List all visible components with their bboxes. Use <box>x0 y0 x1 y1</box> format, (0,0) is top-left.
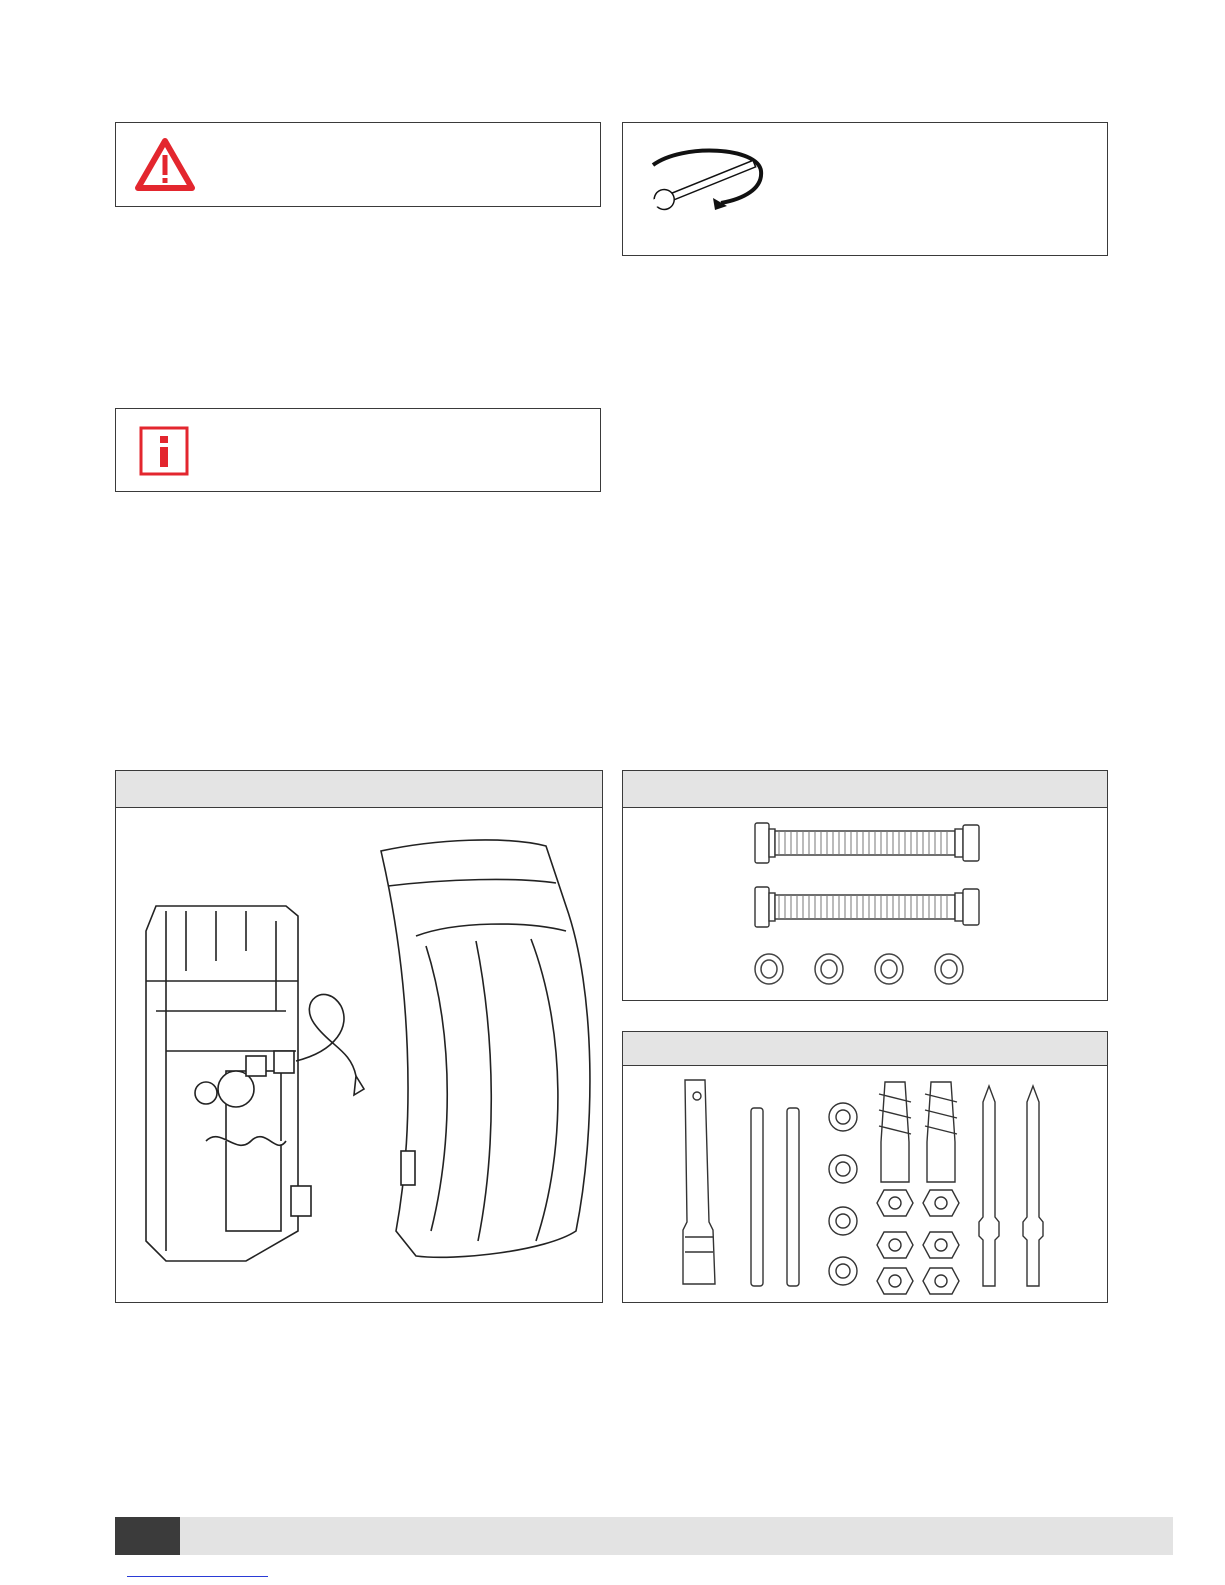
wrench-rotate-icon <box>643 143 768 213</box>
flexible-hose-2 <box>753 883 983 931</box>
fixings-panel-header <box>623 1032 1107 1066</box>
footer-bar <box>115 1517 1173 1555</box>
page-number <box>115 1517 180 1555</box>
sealing-washers <box>751 951 971 987</box>
footer-link-underline[interactable] <box>127 1576 268 1577</box>
water-heater-illustration <box>126 811 594 1291</box>
device-panel <box>115 770 603 1303</box>
fixings-panel <box>622 1031 1108 1303</box>
info-icon <box>138 425 190 477</box>
tool-notice <box>622 122 1108 256</box>
device-panel-header <box>116 771 602 808</box>
fixing-kit-illustration <box>673 1072 1073 1297</box>
warning-notice <box>115 122 601 207</box>
flexible-hose-1 <box>753 819 983 867</box>
warning-triangle-icon <box>134 137 196 193</box>
info-notice <box>115 408 601 492</box>
hoses-panel <box>622 770 1108 1001</box>
hoses-panel-header <box>623 771 1107 808</box>
